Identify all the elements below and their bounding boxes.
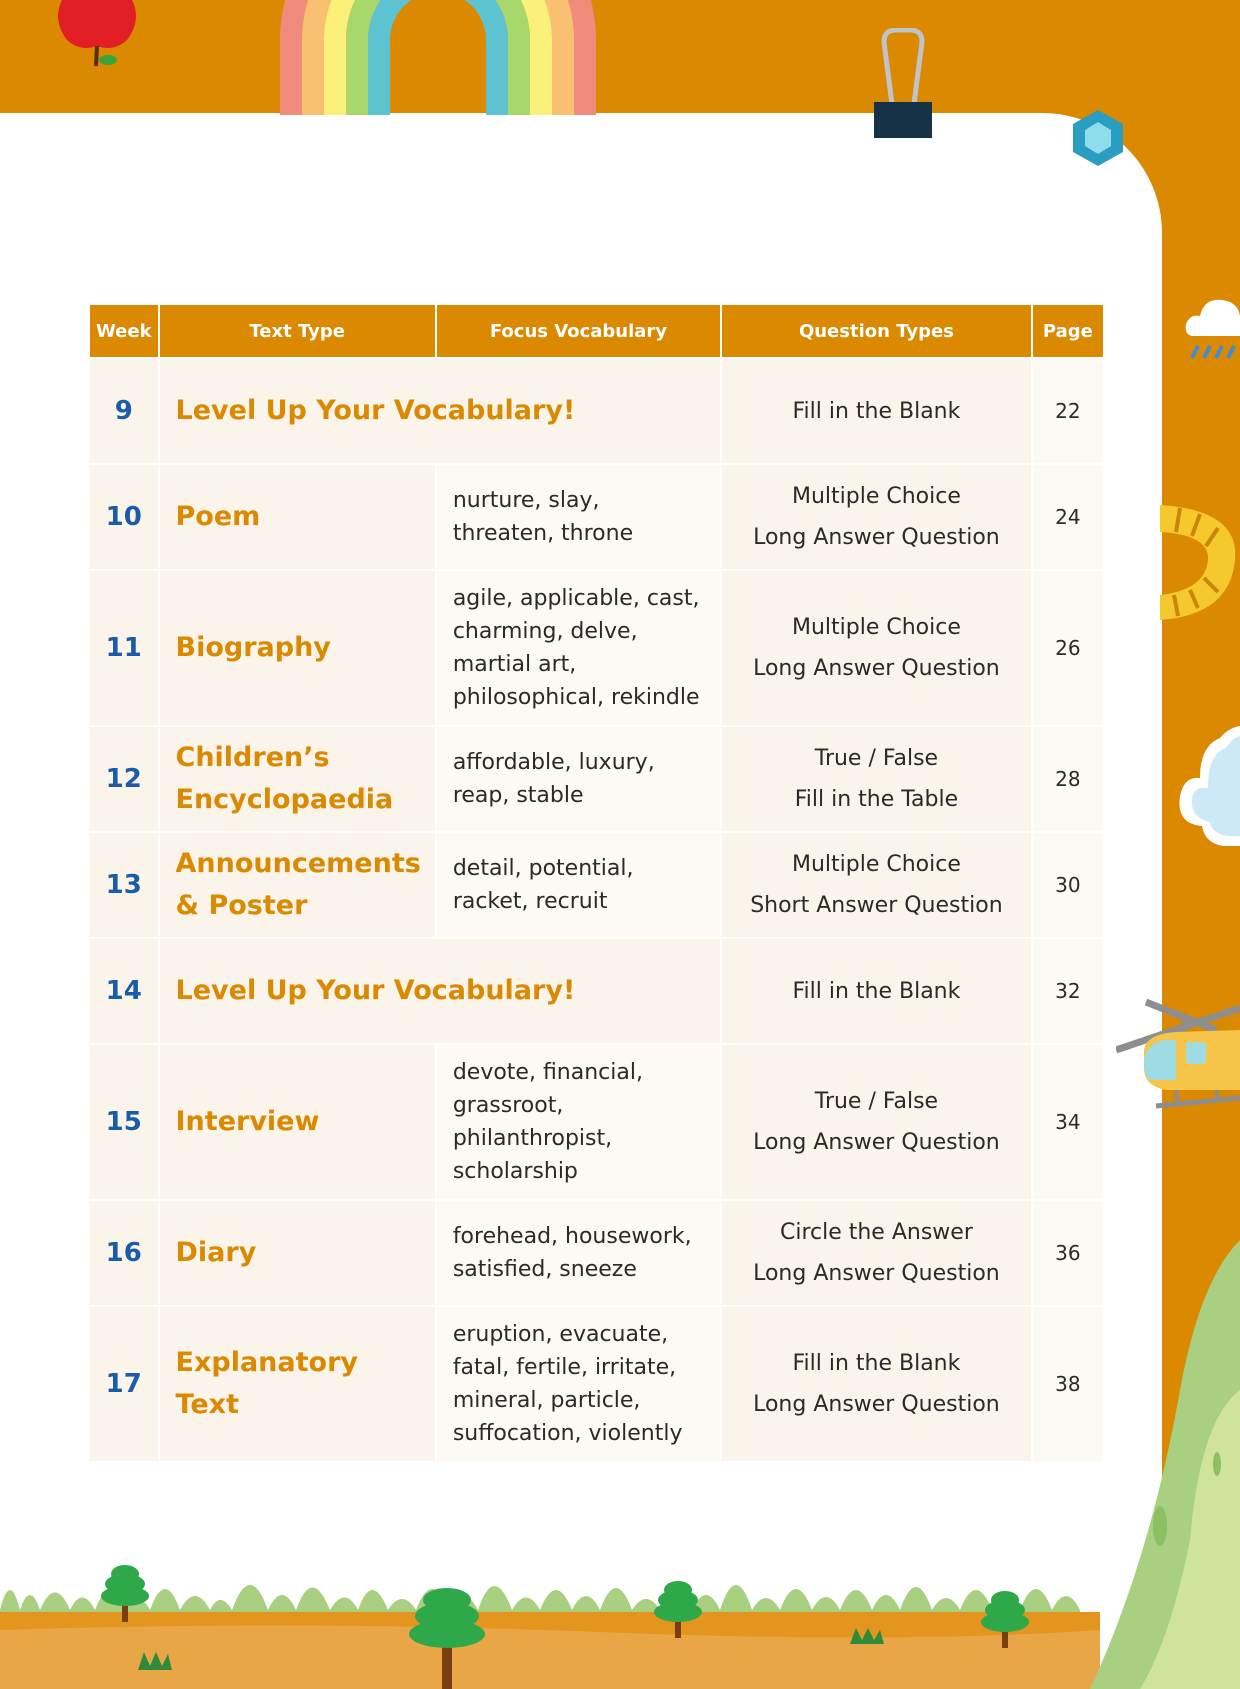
helicopter-icon xyxy=(1116,990,1240,1130)
week-number: 12 xyxy=(90,725,158,831)
table-header-row xyxy=(90,305,1103,357)
page-number: 26 xyxy=(1033,569,1103,725)
table-row xyxy=(90,1043,1103,1199)
question-type: Multiple Choice xyxy=(791,484,961,509)
question-types xyxy=(722,831,1031,937)
binder-clip-icon xyxy=(872,28,934,140)
question-type: True / False xyxy=(814,1089,939,1114)
question-type: Long Answer Question xyxy=(753,525,1000,550)
rain-cloud-icon xyxy=(1184,282,1240,364)
text-type: Poem xyxy=(160,463,435,569)
week-number: 9 xyxy=(90,357,158,463)
cloud-icon xyxy=(1176,726,1240,846)
week-number: 11 xyxy=(90,569,158,725)
header-week: Week xyxy=(90,305,158,357)
text-type: Explanatory Text xyxy=(160,1305,435,1461)
rainbow-icon xyxy=(280,0,596,115)
page-number: 38 xyxy=(1033,1305,1103,1461)
week-number: 16 xyxy=(90,1199,158,1305)
question-type: Fill in the Blank xyxy=(792,398,961,424)
text-type: Level Up Your Vocabulary! xyxy=(160,937,721,1043)
table-row xyxy=(90,357,1103,463)
page-number: 30 xyxy=(1033,831,1103,937)
text-type: Level Up Your Vocabulary! xyxy=(160,357,721,463)
table-row xyxy=(90,1305,1103,1461)
focus-vocabulary: detail, potential, racket, recruit xyxy=(437,831,720,937)
table-row xyxy=(90,725,1103,831)
focus-vocabulary: devote, financial, grassroot, philanthropist, scholarship xyxy=(437,1043,720,1199)
page-number: 28 xyxy=(1033,725,1103,831)
week-number: 17 xyxy=(90,1305,158,1461)
text-type: Biography xyxy=(160,569,435,725)
question-type: Fill in the Blank xyxy=(792,978,961,1004)
apple-icon xyxy=(52,0,142,72)
tiger-tail-icon xyxy=(1160,500,1240,625)
table-row xyxy=(90,1199,1103,1305)
ground-scene xyxy=(0,1540,1240,1689)
question-types xyxy=(722,725,1031,831)
question-type: Fill in the Blank xyxy=(792,1351,961,1376)
focus-vocabulary: forehead, housework, satisfied, sneeze xyxy=(437,1199,720,1305)
table-row xyxy=(90,831,1103,937)
page-number: 24 xyxy=(1033,463,1103,569)
question-type: Multiple Choice xyxy=(791,615,961,640)
page-number: 32 xyxy=(1033,937,1103,1043)
text-type: Children’s Encyclopaedia xyxy=(160,725,435,831)
question-types xyxy=(722,937,1031,1043)
question-type: Circle the Answer xyxy=(779,1220,973,1245)
question-type: Long Answer Question xyxy=(753,1130,1000,1155)
question-type: Multiple Choice xyxy=(791,852,961,877)
focus-vocabulary: eruption, evacuate, fatal, fertile, irritate, mineral, particle, suffocation, violently xyxy=(437,1305,720,1461)
page-number: 34 xyxy=(1033,1043,1103,1199)
focus-vocabulary: nurture, slay, threaten, throne xyxy=(437,463,720,569)
gem-icon xyxy=(1073,110,1123,166)
question-type: Long Answer Question xyxy=(753,656,1000,681)
table-row xyxy=(90,463,1103,569)
question-type: Long Answer Question xyxy=(753,1261,1000,1286)
question-types xyxy=(722,1043,1031,1199)
question-types xyxy=(722,357,1031,463)
question-type: True / False xyxy=(814,746,939,771)
question-types xyxy=(722,463,1031,569)
table-row xyxy=(90,569,1103,725)
question-type: Long Answer Question xyxy=(753,1392,1000,1417)
question-type: Short Answer Question xyxy=(750,893,1003,918)
header-text-type: Text Type xyxy=(160,305,435,357)
hill-icon xyxy=(1090,1240,1240,1689)
page-number: 22 xyxy=(1033,357,1103,463)
question-types xyxy=(722,1199,1031,1305)
text-type: Diary xyxy=(160,1199,435,1305)
week-number: 14 xyxy=(90,937,158,1043)
page-number: 36 xyxy=(1033,1199,1103,1305)
week-number: 13 xyxy=(90,831,158,937)
question-type: Fill in the Table xyxy=(794,787,959,812)
focus-vocabulary: affordable, luxury, reap, stable xyxy=(437,725,720,831)
header-page: Page xyxy=(1033,305,1103,357)
focus-vocabulary: agile, applicable, cast, charming, delve, martial art, philosophical, rekindle xyxy=(437,569,720,725)
week-number: 15 xyxy=(90,1043,158,1199)
text-type: Interview xyxy=(160,1043,435,1199)
header-focus-vocabulary: Focus Vocabulary xyxy=(437,305,720,357)
table-row xyxy=(90,937,1103,1043)
header-question-types: Question Types xyxy=(722,305,1031,357)
text-type: Announcements & Poster xyxy=(160,831,435,937)
week-number: 10 xyxy=(90,463,158,569)
question-types xyxy=(722,1305,1031,1461)
question-types xyxy=(722,569,1031,725)
contents-table xyxy=(88,305,1105,1461)
